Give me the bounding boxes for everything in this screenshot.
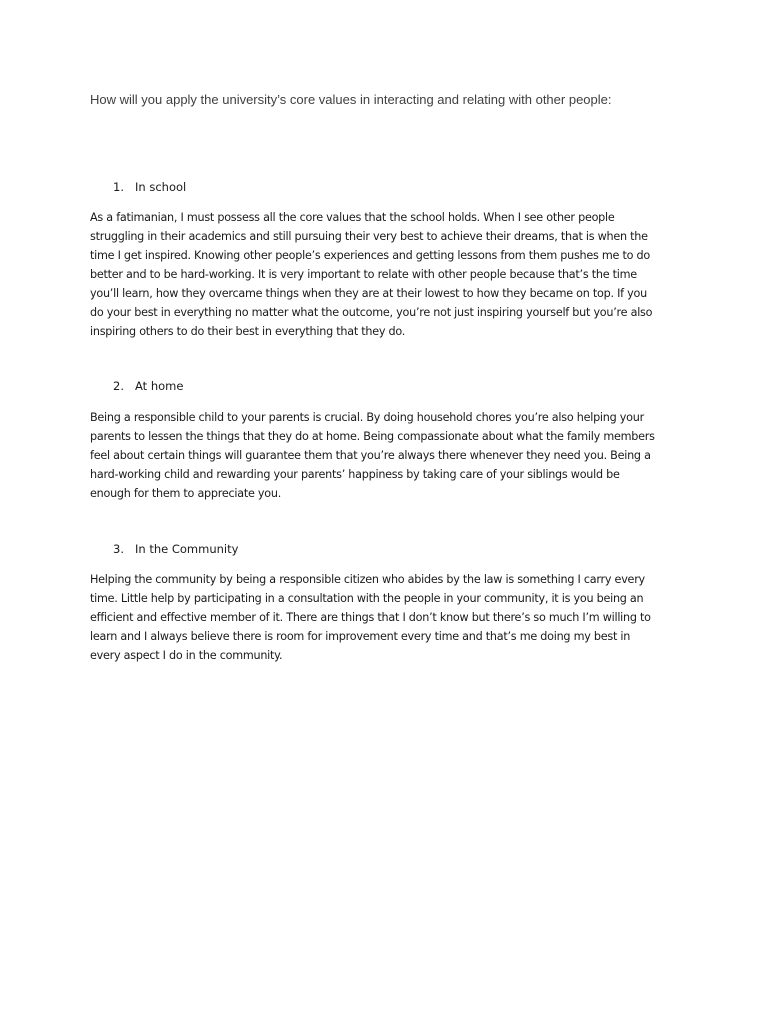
paragraph-line: Being a responsible child to your parents is crucial. By doing household chores you’re also helping your bbox=[90, 411, 644, 424]
paragraph-line: do your best in everything no matter what the outcome, you’re not just inspiring yourself but you’re also bbox=[90, 306, 653, 319]
question-prompt: How will you apply the university’s core values in interacting and relating with other people: bbox=[90, 92, 612, 107]
section-heading-in-school bbox=[113, 180, 186, 194]
section-heading-in-the-community bbox=[113, 542, 238, 556]
paragraph-line: As a fatimanian, I must possess all the core values that the school holds. When I see other people bbox=[90, 211, 615, 224]
section-paragraph-in-school bbox=[90, 208, 710, 341]
paragraph-line: Helping the community by being a responsible citizen who abides by the law is something I carry every bbox=[90, 573, 645, 586]
paragraph-line: learn and I always believe there is room for improvement every time and that’s me doing my best in bbox=[90, 630, 631, 643]
paragraph-line: time. Little help by participating in a consultation with the people in your community, it is you being an bbox=[90, 592, 644, 605]
paragraph-line: parents to lessen the things that they do at home. Being compassionate about what the family members bbox=[90, 430, 655, 443]
paragraph-line: you’ll learn, how they overcame things when they are at their lowest to how they became on top. If you bbox=[90, 287, 647, 300]
paragraph-line: better and to be hard-working. It is very important to relate with other people because that’s the time bbox=[90, 268, 637, 281]
section-number: 3. bbox=[113, 542, 124, 556]
section-number: 1. bbox=[113, 180, 124, 194]
section-number: 2. bbox=[113, 379, 124, 393]
paragraph-line: every aspect I do in the community. bbox=[90, 649, 283, 662]
section-title: At home bbox=[135, 379, 184, 393]
section-paragraph-in-the-community bbox=[90, 570, 710, 665]
paragraph-line: feel about certain things will guarantee them that you’re always there whenever they need you. Being a bbox=[90, 449, 651, 462]
paragraph-line: inspiring others to do their best in everything that they do. bbox=[90, 325, 406, 338]
paragraph-line: efficient and effective member of it. There are things that I don’t know but there’s so much I’m willing to bbox=[90, 611, 651, 624]
section-title: In the Community bbox=[135, 542, 239, 556]
section-heading-at-home bbox=[113, 379, 183, 393]
paragraph-line: enough for them to appreciate you. bbox=[90, 487, 282, 500]
section-paragraph-at-home bbox=[90, 408, 710, 503]
paragraph-line: hard-working child and rewarding your parents’ happiness by taking care of your siblings would be bbox=[90, 468, 620, 481]
section-title: In school bbox=[135, 180, 187, 194]
paragraph-line: time I get inspired. Knowing other people’s experiences and getting lessons from them pushes me to do bbox=[90, 249, 650, 262]
paragraph-line: struggling in their academics and still pursuing their very best to achieve their dreams, that is when the bbox=[90, 230, 648, 243]
